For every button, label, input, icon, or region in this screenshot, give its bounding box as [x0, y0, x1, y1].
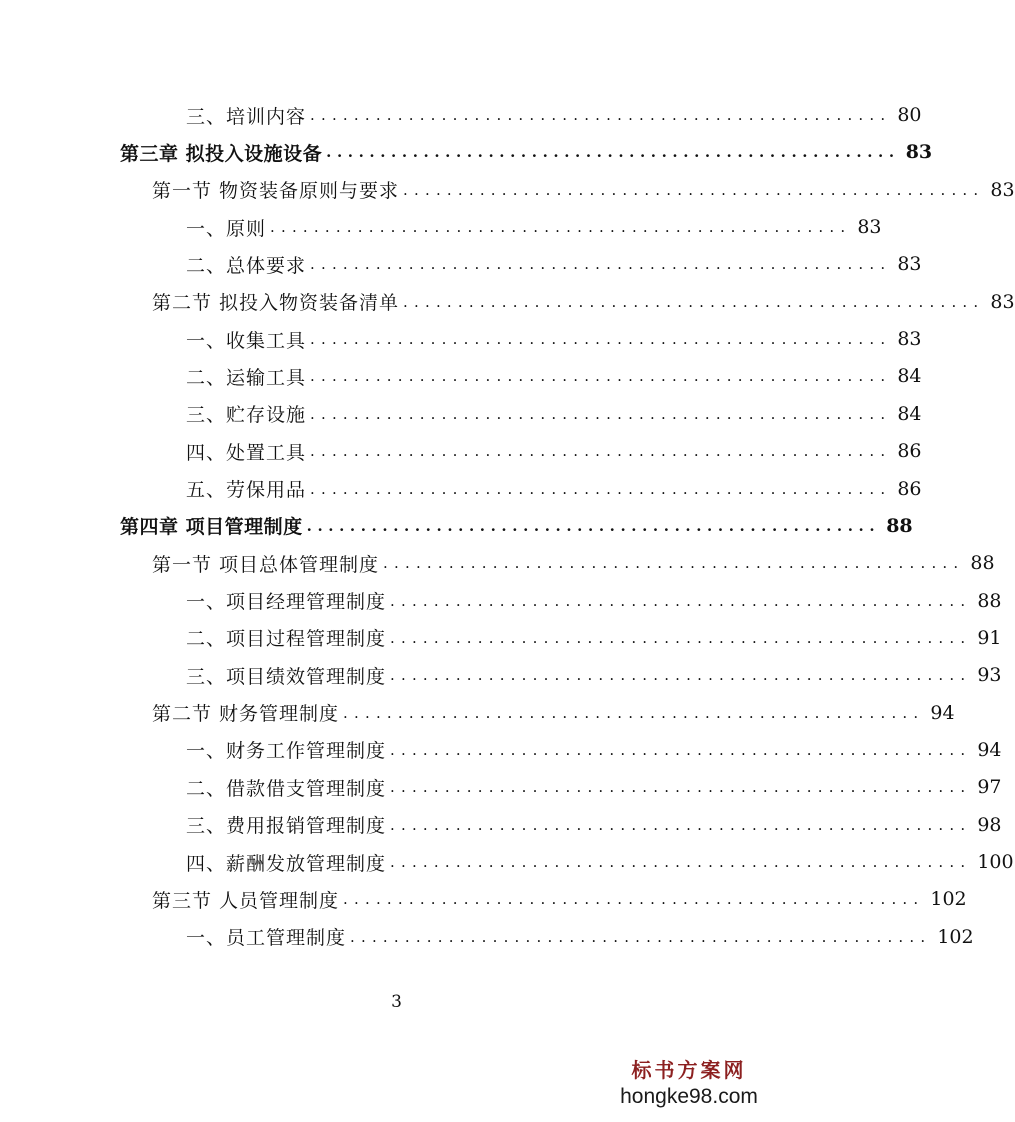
- toc-entry-title: 四、薪酬发放管理制度: [186, 852, 387, 875]
- watermark-name: 标书方案网: [631, 1060, 747, 1082]
- toc-leader-dots: .....................................................: [306, 516, 881, 535]
- toc-leader-dots: .....................................................: [326, 143, 900, 162]
- toc-entry-page: 83: [990, 178, 1015, 201]
- toc-entry[interactable]: [186, 847, 1014, 877]
- toc-entry-page: 84: [897, 365, 922, 388]
- toc-leader-dots: .....................................................: [343, 703, 925, 722]
- toc-entry-page: 102: [930, 888, 967, 911]
- toc-entry[interactable]: [186, 100, 922, 130]
- toc-leader-dots: .....................................................: [403, 292, 985, 311]
- toc-leader-dots: .....................................................: [390, 740, 972, 759]
- toc-entry[interactable]: [186, 399, 922, 429]
- toc-leader-dots: .....................................................: [390, 591, 972, 610]
- toc-entry[interactable]: [186, 249, 922, 279]
- toc-entry[interactable]: [186, 660, 1002, 690]
- toc-entry[interactable]: [152, 698, 955, 728]
- toc-leader-dots: .....................................................: [350, 927, 932, 946]
- toc-entry[interactable]: [186, 735, 1002, 765]
- toc-leader-dots: .....................................................: [310, 404, 892, 423]
- toc-entry-page: 83: [897, 328, 922, 351]
- toc-entry-title: 四、处置工具: [186, 441, 307, 464]
- toc-entry[interactable]: [186, 772, 1002, 802]
- toc-entry[interactable]: [186, 810, 1002, 840]
- toc-leader-dots: .....................................................: [310, 442, 892, 461]
- toc-entry-title: 二、运输工具: [186, 366, 307, 389]
- toc-entry-title: 第二节 拟投入物资装备清单: [152, 292, 400, 315]
- toc-entry-page: 94: [977, 738, 1002, 761]
- toc-entry[interactable]: [186, 586, 1002, 616]
- toc-leader-dots: .....................................................: [403, 180, 985, 199]
- toc-entry-title: 五、劳保用品: [186, 479, 307, 501]
- toc-leader-dots: .....................................................: [390, 628, 972, 647]
- toc-entry[interactable]: [186, 212, 882, 242]
- toc-entry-title: 一、财务工作管理制度: [186, 740, 387, 763]
- toc-entry-page: 94: [930, 701, 955, 724]
- toc-entry[interactable]: [152, 287, 1015, 317]
- toc-leader-dots: .....................................................: [310, 106, 892, 124]
- toc-entry-page: 86: [897, 440, 922, 463]
- toc-entry-title: 二、项目过程管理制度: [186, 628, 387, 651]
- toc-entry-title: 一、收集工具: [186, 329, 307, 352]
- watermark: [599, 1058, 779, 1110]
- toc-entry-page: 88: [970, 552, 995, 575]
- toc-leader-dots: .....................................................: [310, 255, 892, 274]
- toc-entry-title: 第四章 项目管理制度: [120, 516, 303, 539]
- toc-entry-title: 三、费用报销管理制度: [186, 815, 387, 838]
- toc-entry-page: 86: [897, 477, 922, 500]
- toc-entry[interactable]: [120, 511, 913, 541]
- toc-leader-dots: .....................................................: [390, 778, 972, 797]
- toc-entry-page: 91: [977, 626, 1002, 649]
- toc-entry-title: 一、原则: [186, 217, 267, 240]
- toc-leader-dots: .....................................................: [343, 890, 925, 909]
- toc-entry-title: 三、贮存设施: [186, 404, 307, 427]
- toc-entry-page: 88: [977, 589, 1002, 612]
- toc-entry-page: 83: [857, 216, 882, 239]
- toc-entry[interactable]: [152, 884, 967, 914]
- toc-entry-title: 二、总体要求: [186, 254, 307, 277]
- toc-entry-page: 83: [905, 141, 933, 164]
- toc-entry-title: 一、员工管理制度: [186, 927, 347, 950]
- page-number: 3: [391, 992, 402, 1012]
- toc-leader-dots: .....................................................: [270, 218, 852, 237]
- toc-entry-title: 第二节 财务管理制度: [152, 703, 340, 726]
- toc-entry-title: 三、项目绩效管理制度: [186, 665, 387, 688]
- toc-entry[interactable]: [186, 922, 974, 952]
- toc-leader-dots: .....................................................: [310, 367, 892, 386]
- toc-entry[interactable]: [152, 175, 1015, 205]
- toc-leader-dots: .....................................................: [310, 330, 892, 349]
- toc-entry-page: 93: [977, 664, 1002, 687]
- toc-entry-page: 97: [977, 776, 1002, 799]
- toc-entry-page: 98: [977, 813, 1002, 836]
- toc-entry-page: 88: [886, 514, 913, 537]
- toc-entry-title: 三、培训内容: [186, 105, 307, 128]
- toc-entry-page: 83: [897, 253, 922, 276]
- toc-entry-page: 80: [897, 104, 922, 126]
- toc-leader-dots: .....................................................: [390, 815, 972, 834]
- toc-entry[interactable]: [186, 474, 922, 504]
- toc-entry-title: 一、项目经理管理制度: [186, 591, 387, 614]
- toc-entry-title: 第三节 人员管理制度: [152, 889, 340, 912]
- toc-entry[interactable]: [186, 623, 1002, 653]
- toc-entry[interactable]: [186, 436, 922, 466]
- toc-leader-dots: .....................................................: [383, 554, 965, 573]
- toc-entry[interactable]: [120, 137, 933, 167]
- toc-leader-dots: .....................................................: [390, 853, 972, 871]
- toc-entry-title: 第一节 物资装备原则与要求: [152, 180, 400, 203]
- toc-entry-title: 第一节 项目总体管理制度: [152, 553, 380, 576]
- toc-entry[interactable]: [186, 324, 922, 354]
- toc-entry-page: 102: [937, 925, 974, 948]
- watermark-url: hongke98.com: [620, 1085, 758, 1108]
- toc-entry-page: 84: [897, 402, 922, 425]
- toc-entry-title: 第三章 拟投入设施设备: [120, 142, 323, 165]
- toc-entry[interactable]: [152, 548, 995, 578]
- toc-entry[interactable]: [186, 361, 922, 391]
- toc-entry-title: 二、借款借支管理制度: [186, 777, 387, 800]
- toc-entry-page: 83: [990, 290, 1015, 313]
- toc-entry-page: 100: [977, 851, 1014, 873]
- toc-leader-dots: .....................................................: [310, 479, 892, 498]
- toc-leader-dots: .....................................................: [390, 666, 972, 685]
